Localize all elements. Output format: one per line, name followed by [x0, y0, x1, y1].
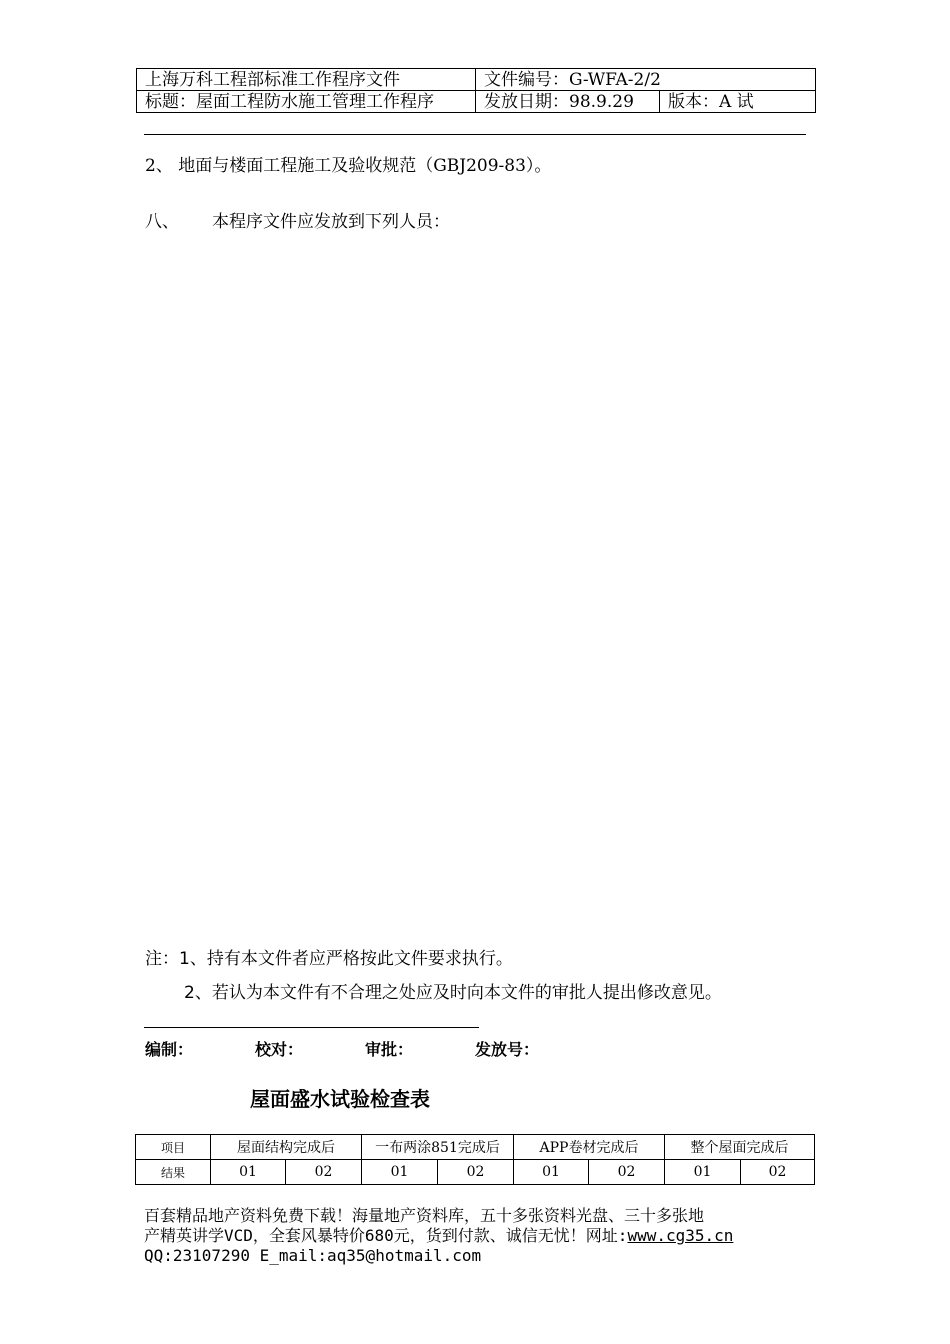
section-8-number: 八、 [145, 212, 179, 232]
check-table-title: 屋面盛水试验检查表 [250, 1087, 430, 1111]
issue-number-label: 发放号： [475, 1040, 540, 1059]
section-8-text: 本程序文件应发放到下列人员： [212, 212, 450, 232]
result-cell: 02 [438, 1160, 514, 1185]
footer-line-1: 百套精品地产资料免费下载！海量地产资料库，五十多张资料光盘、三十多张地 [144, 1206, 705, 1225]
footer-advert [144, 1206, 814, 1266]
document-header-table [136, 68, 816, 113]
result-cell: 01 [211, 1160, 286, 1185]
footer-line-2-text: 产精英讲学VCD，全套风暴特价680元，货到付款、诚信无忧！网址: [144, 1226, 628, 1245]
table-row [136, 1160, 815, 1185]
result-cell: 02 [741, 1160, 815, 1185]
row-label-item: 项目 [136, 1135, 211, 1160]
column-header: 整个屋面完成后 [665, 1135, 815, 1160]
approved-by-label: 审批： [365, 1040, 414, 1059]
company-doc-title: 上海万科工程部标准工作程序文件 [137, 69, 476, 91]
issue-date: 发放日期：98.9.29 [476, 91, 660, 113]
doc-title: 标题：屋面工程防水施工管理工作程序 [137, 91, 476, 113]
signoff-divider [144, 1027, 479, 1028]
note-2: 2、若认为本文件有不合理之处应及时向本文件的审批人提出修改意见。 [184, 983, 722, 1003]
result-cell: 02 [286, 1160, 362, 1185]
item-2: 2、 地面与楼面工程施工及验收规范（GBJ209-83）。 [145, 156, 552, 176]
column-header: 屋面结构完成后 [211, 1135, 362, 1160]
footer-line-3: QQ:23107290 E_mail:aq35@hotmail.com [144, 1246, 482, 1265]
version: 版本：A 试 [660, 91, 816, 113]
header-divider [144, 134, 806, 135]
result-cell: 01 [514, 1160, 589, 1185]
result-cell: 02 [589, 1160, 665, 1185]
footer-website-link[interactable]: www.cg35.cn [627, 1226, 734, 1245]
result-cell: 01 [665, 1160, 741, 1185]
result-cell: 01 [362, 1160, 438, 1185]
column-header: 一布两涂851完成后 [362, 1135, 514, 1160]
proofread-by-label: 校对： [255, 1040, 304, 1059]
table-row [136, 1135, 815, 1160]
footer-line-2 [144, 1226, 814, 1246]
row-label-result: 结果 [136, 1160, 211, 1185]
note-1: 注：1、持有本文件者应严格按此文件要求执行。 [145, 949, 513, 969]
doc-number: 文件编号：G-WFA-2/2 [476, 69, 816, 91]
compiled-by-label: 编制： [145, 1040, 194, 1059]
column-header: APP卷材完成后 [514, 1135, 665, 1160]
water-test-check-table [135, 1134, 815, 1185]
